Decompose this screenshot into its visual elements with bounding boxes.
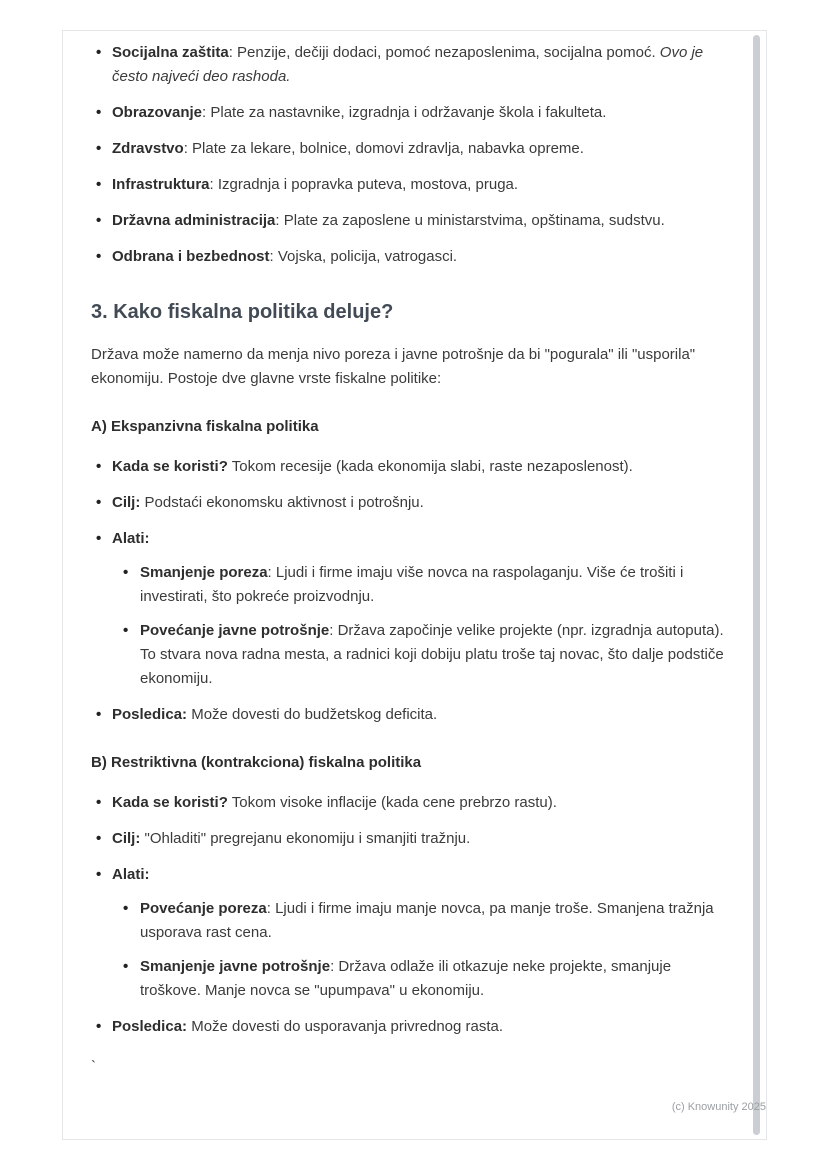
- item-text: : Ljudi i firme imaju manje novca, pa manje troše. Smanjena tražnja usporava rast cena.: [140, 900, 714, 941]
- subheading-restrictive: B) Restriktivna (kontrakciona) fiskalna politika: [91, 754, 422, 771]
- item-text: : Vojska, policija, vatrogasci.: [269, 248, 458, 265]
- item-note: Ovo je često najveći deo rashoda.: [112, 44, 704, 85]
- scrollbar-thumb[interactable]: [753, 35, 760, 1135]
- item-text: Tokom visoke inflacije (kada cene prebrzo rastu).: [227, 794, 557, 811]
- item-text: : Plate za zaposlene u ministarstvima, opštinama, sudstvu.: [275, 212, 665, 229]
- list-item-povecanje-potrosnje: [120, 619, 730, 691]
- item-text: : Država odlaže ili otkazuje neke projekte, smanjuje troškove. Manje novca se "upumpava" u ekonomiju.: [140, 958, 672, 999]
- item-term: Smanjenje poreza: [140, 564, 268, 581]
- item-text: : Ljudi i firme imaju više novca na raspolaganju. Više će trošiti i investirati, što pokreće proizvodnju.: [140, 564, 684, 605]
- list-item-posledica: [91, 1015, 730, 1039]
- list-item-drzavna-administracija: [91, 209, 730, 233]
- item-term: Kada se koristi?: [112, 458, 228, 475]
- expenditure-list: [91, 41, 730, 269]
- item-text: : Penzije, dečiji dodaci, pomoć nezaposlenima, socijalna pomoć.: [228, 44, 660, 61]
- list-item-infrastruktura: [91, 173, 730, 197]
- item-text: Tokom recesije (kada ekonomija slabi, raste nezaposlenost).: [227, 458, 633, 475]
- list-item-posledica: [91, 703, 730, 727]
- watermark-text: (c) Knowunity 2025: [671, 1101, 766, 1113]
- list-item-kada-se-koristi: [91, 791, 730, 815]
- section-heading: 3. Kako fiskalna politika deluje?: [91, 301, 394, 323]
- item-text: : Plate za nastavnike, izgradnja i održavanje škola i fakulteta.: [202, 104, 607, 121]
- item-term: Alati:: [112, 530, 150, 547]
- item-term: Kada se koristi?: [112, 794, 228, 811]
- item-term: Povećanje javne potrošnje: [140, 622, 330, 639]
- item-term: Cilj:: [112, 494, 141, 511]
- item-term: Obrazovanje: [112, 104, 203, 121]
- item-term: Zdravstvo: [112, 140, 184, 157]
- list-item-odbrana: [91, 245, 730, 269]
- list-item-alati: [91, 527, 730, 691]
- item-term: Odbrana i bezbednost: [112, 248, 270, 265]
- item-term: Povećanje poreza: [140, 900, 267, 917]
- stray-backtick: `: [91, 1058, 96, 1075]
- item-text: "Ohladiti" pregrejanu ekonomiju i smanjiti tražnju.: [140, 830, 471, 847]
- restrictive-list: [91, 791, 730, 1039]
- document-content: [91, 41, 730, 1079]
- item-term: Cilj:: [112, 830, 141, 847]
- item-term: Alati:: [112, 866, 150, 883]
- intro-paragraph: Država može namerno da menja nivo poreza i javne potrošnje da bi "pogurala" ili "usporila" ekonomiju. Postoje dve glavne vrste fiskalne politike:: [91, 346, 696, 387]
- item-term: Državna administracija: [112, 212, 276, 229]
- list-item-cilj: [91, 827, 730, 851]
- list-item-kada-se-koristi: [91, 455, 730, 479]
- expansionary-list: [91, 455, 730, 727]
- item-term: Smanjenje javne potrošnje: [140, 958, 331, 975]
- list-item-cilj: [91, 491, 730, 515]
- alati-sublist: [120, 897, 730, 1003]
- list-item-zdravstvo: [91, 137, 730, 161]
- item-text: : Izgradnja i popravka puteva, mostova, pruga.: [209, 176, 519, 193]
- list-item-alati: [91, 863, 730, 1003]
- item-text: Može dovesti do budžetskog deficita.: [187, 706, 438, 723]
- list-item-socijalna-zastita: [91, 41, 730, 89]
- item-term: Posledica:: [112, 1018, 188, 1035]
- item-text: Podstaći ekonomsku aktivnost i potrošnju.: [140, 494, 424, 511]
- list-item-obrazovanje: [91, 101, 730, 125]
- list-item-smanjenje-potrosnje: [120, 955, 730, 1003]
- item-text: Može dovesti do usporavanja privrednog rasta.: [187, 1018, 504, 1035]
- item-term: Posledica:: [112, 706, 188, 723]
- list-item-povecanje-poreza: [120, 897, 730, 945]
- subheading-expansionary: A) Ekspanzivna fiskalna politika: [91, 418, 319, 435]
- document-page: [62, 30, 767, 1140]
- item-text: : Država započinje velike projekte (npr. izgradnja autoputa). To stvara nova radna mesta, a radnici koji dobiju platu troše taj novac, što dalje podstiče ekonomiju.: [140, 622, 724, 687]
- list-item-smanjenje-poreza: [120, 561, 730, 609]
- item-text: : Plate za lekare, bolnice, domovi zdravlja, nabavka opreme.: [183, 140, 584, 157]
- alati-sublist: [120, 561, 730, 691]
- item-term: Infrastruktura: [112, 176, 210, 193]
- item-term: Socijalna zaštita: [112, 44, 229, 61]
